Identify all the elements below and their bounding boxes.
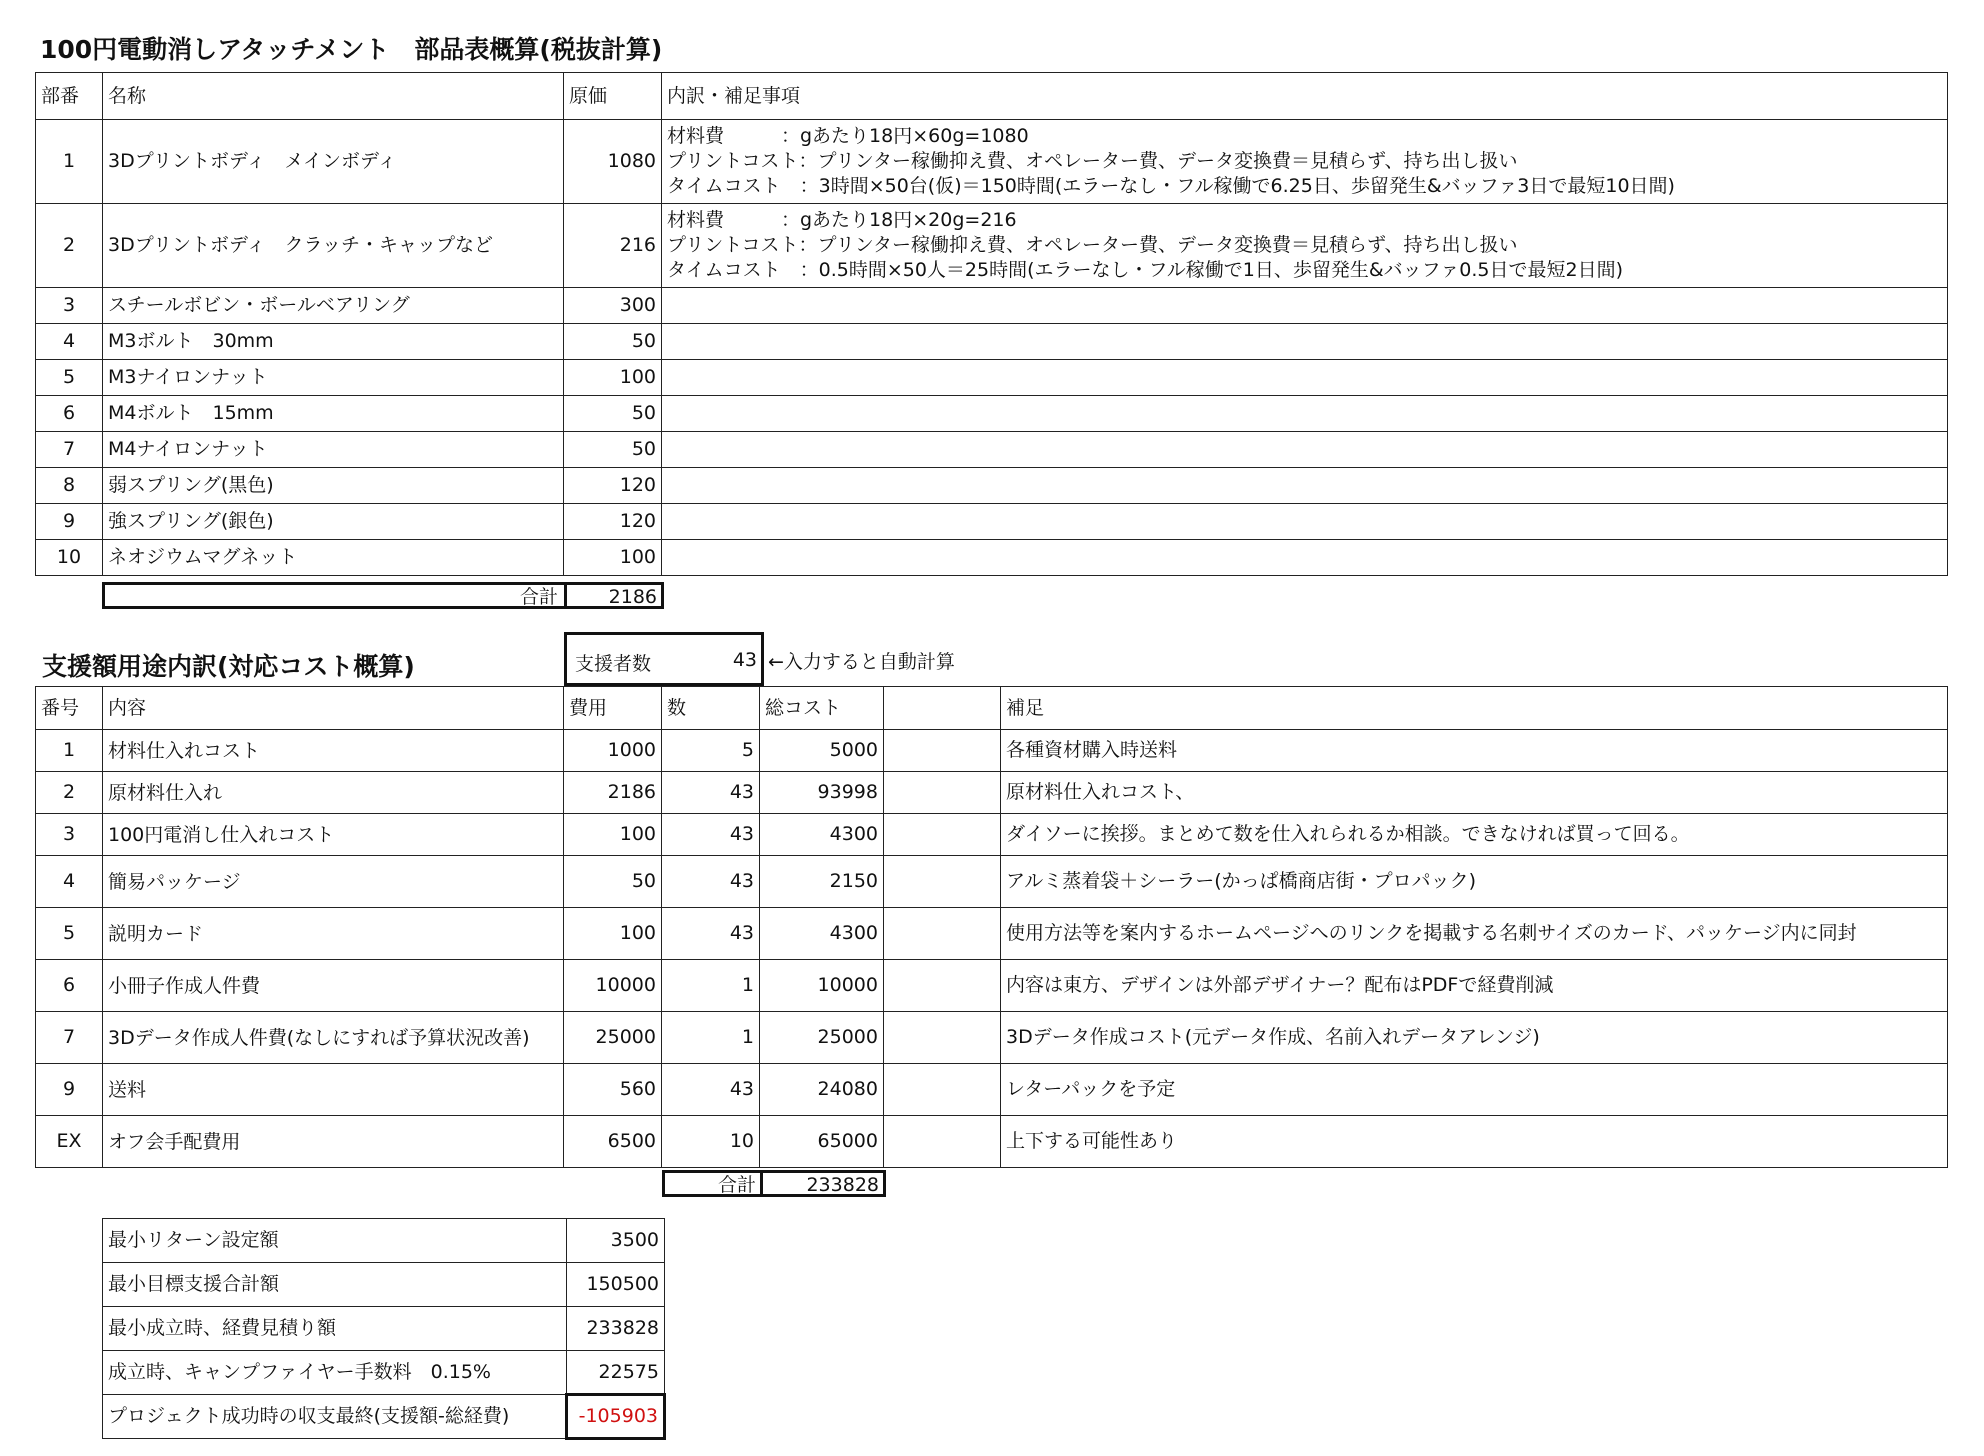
support-note: 内容は東方、デザインは外部デザイナー？配布はPDFで経費削減 (1001, 960, 1948, 1012)
support-blank (884, 730, 1001, 772)
bom-part-notes (662, 324, 1948, 360)
bom-part-cost: 50 (564, 432, 662, 468)
summary-row (103, 1307, 665, 1351)
support-total: 4300 (760, 814, 884, 856)
bom-part-cost: 300 (564, 288, 662, 324)
support-no: 2 (36, 772, 103, 814)
summary-value: 22575 (567, 1351, 665, 1395)
bom-row (36, 468, 1948, 504)
bom-part-notes (662, 204, 1948, 288)
support-note: アルミ蒸着袋＋シーラー(かっぱ橋商店街・プロパック) (1001, 856, 1948, 908)
bom-header-cost: 原価 (564, 73, 662, 120)
bom-header-no: 部番 (36, 73, 103, 120)
support-total: 65000 (760, 1116, 884, 1168)
bom-table (35, 72, 1948, 576)
support-item: 送料 (103, 1064, 564, 1116)
summary-value: -105903 (567, 1395, 665, 1439)
bom-part-notes (662, 468, 1948, 504)
summary-label: プロジェクト成功時の収支最終(支援額-総経費) (103, 1395, 567, 1439)
bom-row (36, 504, 1948, 540)
support-header-note: 補足 (1001, 687, 1948, 730)
bom-total-label: 合計 (519, 586, 558, 608)
support-note: 使用方法等を案内するホームページへのリンクを掲載する名刺サイズのカード、パッケージ内に同封 (1001, 908, 1948, 960)
backers-value[interactable]: 43 (732, 649, 757, 671)
support-item: 原材料仕入れ (103, 772, 564, 814)
support-row (36, 1116, 1948, 1168)
support-cost: 25000 (564, 1012, 662, 1064)
support-qty: 1 (662, 960, 760, 1012)
summary-label: 成立時、キャンプファイヤー手数料 0.15% (103, 1351, 567, 1395)
support-total: 5000 (760, 730, 884, 772)
support-note: 各種資材購入時送料 (1001, 730, 1948, 772)
summary-value: 233828 (567, 1307, 665, 1351)
bom-part-cost: 100 (564, 360, 662, 396)
support-total-value-box (760, 1170, 886, 1197)
summary-label: 最小成立時、経費見積り額 (103, 1307, 567, 1351)
support-title: 支援額用途内訳(対応コスト概算) (42, 652, 415, 681)
summary-label: 最小リターン設定額 (103, 1219, 567, 1263)
support-blank (884, 1116, 1001, 1168)
support-blank (884, 1064, 1001, 1116)
bom-part-no: 10 (36, 540, 103, 576)
bom-header-name: 名称 (103, 73, 564, 120)
bom-part-no: 3 (36, 288, 103, 324)
support-header-total: 総コスト (760, 687, 884, 730)
support-cost: 6500 (564, 1116, 662, 1168)
bom-part-cost: 120 (564, 468, 662, 504)
support-row (36, 772, 1948, 814)
support-header-cost: 費用 (564, 687, 662, 730)
support-blank (884, 772, 1001, 814)
support-cost: 100 (564, 814, 662, 856)
bom-row (36, 120, 1948, 204)
bom-note-line: 材料費 ：gあたり18円×60g=1080 (667, 125, 1029, 147)
support-header-qty: 数 (662, 687, 760, 730)
backers-label: 支援者数 (575, 653, 652, 675)
support-blank (884, 908, 1001, 960)
support-qty: 43 (662, 1064, 760, 1116)
support-total-label-box (662, 1170, 763, 1197)
bom-row (36, 360, 1948, 396)
support-total: 2150 (760, 856, 884, 908)
support-total-label: 合計 (717, 1174, 756, 1196)
support-total: 4300 (760, 908, 884, 960)
bom-part-no: 2 (36, 204, 103, 288)
bom-row (36, 288, 1948, 324)
bom-part-name: 3Dプリントボディ クラッチ・キャップなど (103, 204, 564, 288)
support-header-row (36, 687, 1948, 730)
support-header-item: 内容 (103, 687, 564, 730)
support-qty: 43 (662, 856, 760, 908)
support-row (36, 908, 1948, 960)
support-cost: 2186 (564, 772, 662, 814)
bom-part-no: 1 (36, 120, 103, 204)
bom-part-notes (662, 540, 1948, 576)
support-note: レターパックを予定 (1001, 1064, 1948, 1116)
support-no: 9 (36, 1064, 103, 1116)
support-item: 100円電消し仕入れコスト (103, 814, 564, 856)
support-total-value: 233828 (806, 1174, 879, 1196)
bom-part-cost: 216 (564, 204, 662, 288)
summary-row (103, 1219, 665, 1263)
bom-part-no: 7 (36, 432, 103, 468)
bom-note-line: タイムコスト ：3時間×50台(仮)＝150時間(エラーなし・フル稼働で6.25日、歩留発生&バッファ3日で最短10日間) (667, 175, 1675, 197)
bom-part-cost: 120 (564, 504, 662, 540)
support-no: 5 (36, 908, 103, 960)
support-note: ダイソーに挨拶。まとめて数を仕入れられるか相談。できなければ買って回る。 (1001, 814, 1948, 856)
bom-part-no: 4 (36, 324, 103, 360)
support-no: 4 (36, 856, 103, 908)
bom-note-line: タイムコスト ：0.5時間×50人＝25時間(エラーなし・フル稼働で1日、歩留発生&バッファ0.5日で最短2日間) (667, 259, 1624, 281)
support-row (36, 856, 1948, 908)
bom-note-line: プリントコスト：プリンター稼働抑え費、オペレーター費、データ変換費＝見積らず、持ち出し扱い (667, 150, 1518, 172)
support-item: 3Dデータ作成人件費(なしにすれば予算状況改善) (103, 1012, 564, 1064)
bom-part-name: M4ボルト 15mm (103, 396, 564, 432)
support-note: 原材料仕入れコスト、 (1001, 772, 1948, 814)
bom-part-notes (662, 432, 1948, 468)
bom-part-notes (662, 120, 1948, 204)
support-blank (884, 856, 1001, 908)
support-item: 説明カード (103, 908, 564, 960)
support-cost: 10000 (564, 960, 662, 1012)
support-blank (884, 1012, 1001, 1064)
bom-part-name: M3ボルト 30mm (103, 324, 564, 360)
summary-table (102, 1218, 666, 1440)
support-cost: 1000 (564, 730, 662, 772)
bom-total-value: 2186 (608, 586, 657, 608)
bom-total-value-box (564, 582, 664, 609)
backers-input-box[interactable] (564, 632, 764, 686)
bom-title: 100円電動消しアタッチメント 部品表概算(税抜計算) (40, 35, 663, 64)
summary-label: 最小目標支援合計額 (103, 1263, 567, 1307)
bom-part-notes (662, 504, 1948, 540)
support-note: 上下する可能性あり (1001, 1116, 1948, 1168)
bom-part-cost: 1080 (564, 120, 662, 204)
support-table (35, 686, 1948, 1168)
support-cost: 560 (564, 1064, 662, 1116)
bom-part-notes (662, 288, 1948, 324)
bom-header-row (36, 73, 1948, 120)
summary-value: 3500 (567, 1219, 665, 1263)
support-row (36, 814, 1948, 856)
support-row (36, 1064, 1948, 1116)
bom-part-name: 弱スプリング(黒色) (103, 468, 564, 504)
support-qty: 1 (662, 1012, 760, 1064)
support-total: 24080 (760, 1064, 884, 1116)
support-qty: 43 (662, 814, 760, 856)
support-qty: 10 (662, 1116, 760, 1168)
support-header-no: 番号 (36, 687, 103, 730)
support-cost: 100 (564, 908, 662, 960)
bom-row (36, 204, 1948, 288)
bom-part-cost: 100 (564, 540, 662, 576)
support-row (36, 730, 1948, 772)
bom-part-no: 5 (36, 360, 103, 396)
bom-part-name: 強スプリング(銀色) (103, 504, 564, 540)
bom-part-name: M3ナイロンナット (103, 360, 564, 396)
support-no: 6 (36, 960, 103, 1012)
bom-part-no: 8 (36, 468, 103, 504)
support-total: 93998 (760, 772, 884, 814)
support-row (36, 1012, 1948, 1064)
bom-row (36, 324, 1948, 360)
support-no: 7 (36, 1012, 103, 1064)
bom-part-cost: 50 (564, 396, 662, 432)
bom-part-name: 3Dプリントボディ メインボディ (103, 120, 564, 204)
bom-part-no: 6 (36, 396, 103, 432)
bom-row (36, 396, 1948, 432)
support-item: オフ会手配費用 (103, 1116, 564, 1168)
bom-total-label-box (102, 582, 567, 609)
support-cost: 50 (564, 856, 662, 908)
support-no: 3 (36, 814, 103, 856)
bom-part-name: スチールボビン・ボールベアリング (103, 288, 564, 324)
support-header-blank (884, 687, 1001, 730)
summary-row (103, 1395, 665, 1439)
bom-part-notes (662, 396, 1948, 432)
summary-row (103, 1263, 665, 1307)
support-qty: 43 (662, 908, 760, 960)
bom-part-no: 9 (36, 504, 103, 540)
support-item: 小冊子作成人件費 (103, 960, 564, 1012)
support-no: 1 (36, 730, 103, 772)
bom-part-name: M4ナイロンナット (103, 432, 564, 468)
support-no: EX (36, 1116, 103, 1168)
bom-note-line: プリントコスト：プリンター稼働抑え費、オペレーター費、データ変換費＝見積らず、持ち出し扱い (667, 234, 1518, 256)
bom-note-line: 材料費 ：gあたり18円×20g=216 (667, 209, 1017, 231)
backers-hint: ←入力すると自動計算 (768, 651, 955, 673)
bom-row (36, 432, 1948, 468)
bom-row (36, 540, 1948, 576)
support-blank (884, 814, 1001, 856)
support-total: 25000 (760, 1012, 884, 1064)
bom-header-notes: 内訳・補足事項 (662, 73, 1948, 120)
bom-part-cost: 50 (564, 324, 662, 360)
summary-value: 150500 (567, 1263, 665, 1307)
support-item: 簡易パッケージ (103, 856, 564, 908)
support-note: 3Dデータ作成コスト(元データ作成、名前入れデータアレンジ) (1001, 1012, 1948, 1064)
support-qty: 5 (662, 730, 760, 772)
bom-part-notes (662, 360, 1948, 396)
support-blank (884, 960, 1001, 1012)
support-row (36, 960, 1948, 1012)
support-total: 10000 (760, 960, 884, 1012)
support-qty: 43 (662, 772, 760, 814)
summary-row (103, 1351, 665, 1395)
bom-part-name: ネオジウムマグネット (103, 540, 564, 576)
support-item: 材料仕入れコスト (103, 730, 564, 772)
